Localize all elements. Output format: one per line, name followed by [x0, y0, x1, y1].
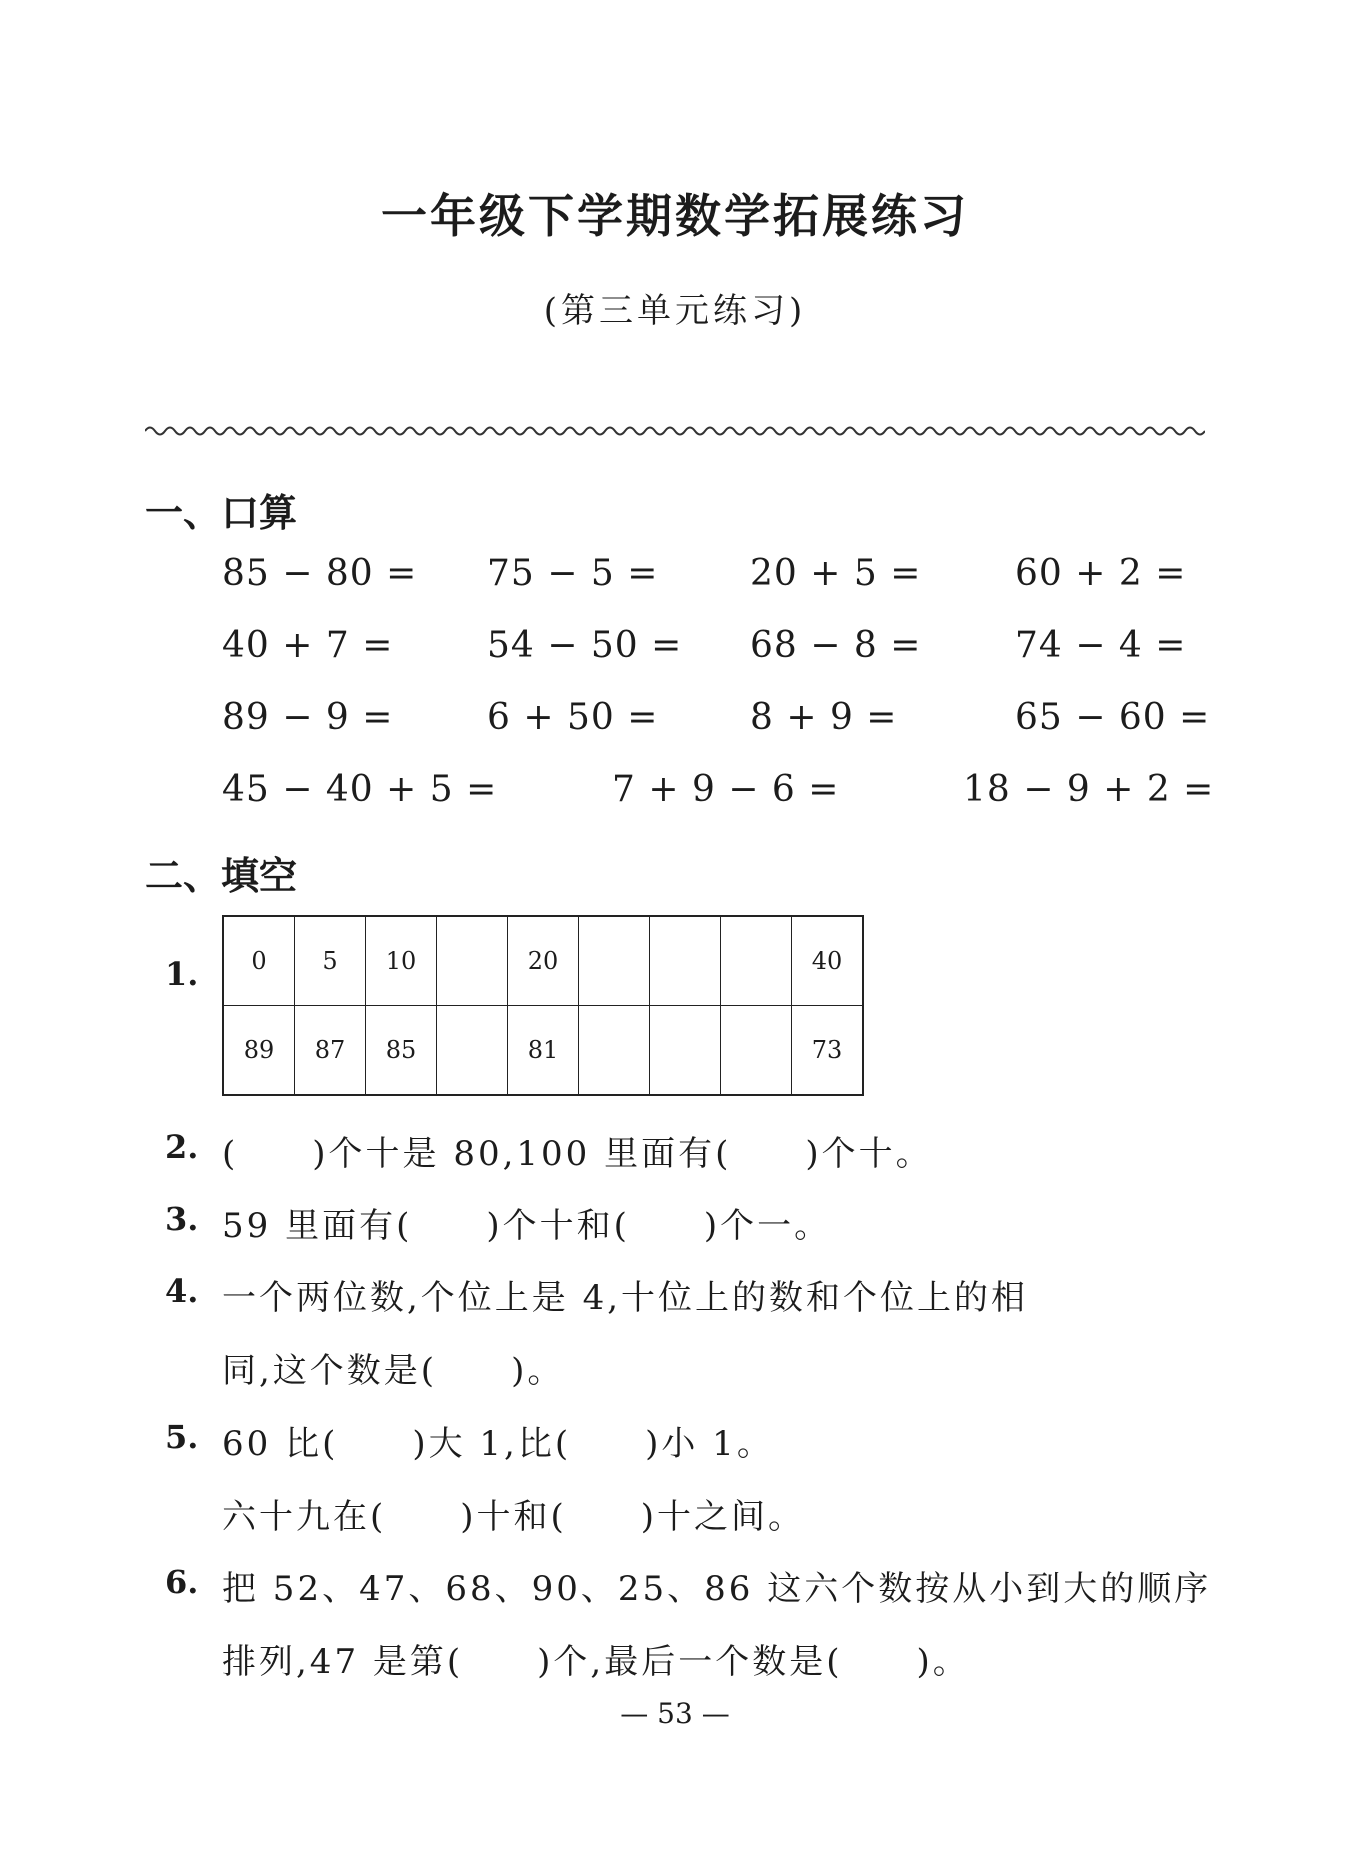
- question-text: 把 52、47、68、90、25、86 这六个数按从小到大的顺序: [222, 1569, 1212, 1609]
- calc-item: 18 − 9 + 2 =: [963, 769, 1215, 810]
- table-cell: 20: [508, 916, 579, 1006]
- calc-item: 85 − 80 =: [222, 553, 418, 594]
- table-cell: 87: [295, 1006, 366, 1096]
- calc-item: 65 − 60 =: [1015, 697, 1211, 738]
- table-row: [223, 916, 863, 1006]
- page-subtitle: (第三单元练习): [543, 291, 807, 331]
- table-cell: 40: [792, 916, 864, 1006]
- table-cell: 10: [366, 916, 437, 1006]
- calc-item: 20 + 5 =: [750, 553, 922, 594]
- calc-item: 74 − 4 =: [1015, 625, 1187, 666]
- calc-item: 68 − 8 =: [750, 625, 922, 666]
- number-pattern-table: [222, 915, 864, 1096]
- table-cell: 0: [223, 916, 295, 1006]
- question-number: 4.: [165, 1272, 199, 1310]
- question-number: 6.: [165, 1563, 199, 1601]
- page-title: 一年级下学期数学拓展练习: [381, 189, 969, 243]
- section-heading-mental-math: 一、口算: [145, 491, 298, 535]
- calc-item: 54 − 50 =: [487, 625, 683, 666]
- question-text: 六十九在( )十和( )十之间。: [222, 1497, 806, 1537]
- table-row: [223, 1006, 863, 1096]
- blank-cell: [579, 1006, 650, 1096]
- question-text: 一个两位数,个位上是 4,十位上的数和个位上的相: [222, 1278, 1029, 1318]
- blank-cell: [650, 916, 721, 1006]
- table-cell: 73: [792, 1006, 864, 1096]
- question-text: 59 里面有( )个十和( )个一。: [222, 1206, 832, 1246]
- calc-item: 40 + 7 =: [222, 625, 394, 666]
- table-cell: 85: [366, 1006, 437, 1096]
- question-text: ( )个十是 80,100 里面有( )个十。: [222, 1134, 933, 1174]
- blank-cell: [721, 1006, 792, 1096]
- question-number: 1.: [165, 955, 199, 993]
- calc-item: 45 − 40 + 5 =: [222, 769, 498, 810]
- blank-cell: [721, 916, 792, 1006]
- question-number: 3.: [165, 1200, 199, 1238]
- wavy-divider: [145, 422, 1205, 440]
- page-number: — 53 —: [620, 1697, 730, 1730]
- blank-cell: [437, 1006, 508, 1096]
- calc-item: 60 + 2 =: [1015, 553, 1187, 594]
- table-cell: 5: [295, 916, 366, 1006]
- question-text: 同,这个数是( )。: [222, 1351, 565, 1391]
- calc-item: 89 − 9 =: [222, 697, 394, 738]
- question-text: 排列,47 是第( )个,最后一个数是( )。: [222, 1642, 970, 1682]
- question-text: 60 比( )大 1,比( )小 1。: [222, 1424, 774, 1464]
- section-heading-fill-blanks: 二、填空: [145, 854, 298, 898]
- calc-item: 75 − 5 =: [487, 553, 659, 594]
- calc-item: 8 + 9 =: [750, 697, 898, 738]
- table-cell: 81: [508, 1006, 579, 1096]
- blank-cell: [437, 916, 508, 1006]
- question-number: 2.: [165, 1128, 199, 1166]
- calc-item: 7 + 9 − 6 =: [612, 769, 840, 810]
- blank-cell: [579, 916, 650, 1006]
- blank-cell: [650, 1006, 721, 1096]
- question-number: 5.: [165, 1418, 199, 1456]
- calc-item: 6 + 50 =: [487, 697, 659, 738]
- table-cell: 89: [223, 1006, 295, 1096]
